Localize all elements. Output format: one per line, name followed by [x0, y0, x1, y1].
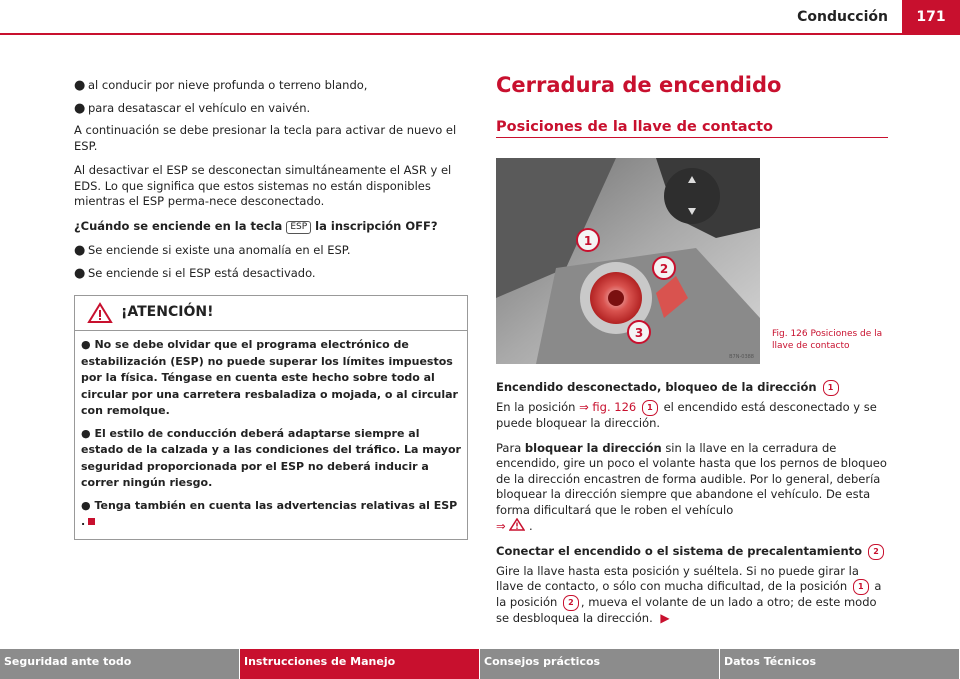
tab-seguridad[interactable]: Seguridad ante todo — [0, 649, 240, 679]
right-column — [496, 73, 888, 636]
bullet-icon: ● — [74, 78, 86, 93]
paragraph: A continuación se debe presionar la tecla para activar de nuevo el ESP. — [74, 123, 457, 153]
end-marker-icon — [88, 518, 95, 525]
list-item: ● Se enciende si existe una anomalía en el ESP. — [74, 243, 351, 258]
paragraph: En la posición ⇒ fig. 126 1 el encendido está desconectado y se puede bloquear la dirección. — [496, 400, 877, 430]
bullet-icon: ● — [74, 243, 86, 258]
paragraph: Para bloquear la dirección sin la llave en la cerradura de encendido, gire un poco el volante hasta que los pernos de bloqueo de la dirección encastren de forma audible. Por lo general, debería bloquear la dirección siempre que abandone el vehículo. De esta forma dificultará que le roben el vehículo ⇒ . — [496, 440, 887, 533]
paragraph: Al desactivar el ESP se desconectan simultáneamente el ASR y el EDS. Lo que significa que estos sistemas no están disponibles mientras el ESP perma-nece desconectado. — [74, 163, 452, 208]
warning-triangle-icon — [509, 518, 525, 531]
warning-item: ● Tenga también en cuenta las advertencias relativas al ESP . — [81, 498, 458, 528]
bullet-icon: ● — [81, 426, 95, 440]
position-marker: 2 — [868, 544, 884, 560]
position-marker: 2 — [563, 595, 579, 611]
warning-box — [74, 295, 468, 540]
figure-link[interactable]: ⇒ fig. 126 — [579, 400, 637, 414]
list-item: ● Se enciende si el ESP está desactivado. — [74, 265, 316, 281]
bullet-icon: ● — [74, 265, 86, 281]
list-item: ● para desatascar el vehículo en vaivén. — [74, 100, 311, 116]
position-marker: 1 — [823, 380, 839, 396]
warning-header — [75, 296, 467, 331]
section-title: Cerradura de encendido — [496, 73, 782, 97]
warning-item: ● No se debe olvidar que el programa electrónico de estabilización (ESP) no puede superar los límites impuestos por la física. Téngase en cuenta este hecho sobre todo al circular por una carretera resbaladiza o mojada, o al circular con remolque. — [81, 338, 458, 417]
warning-item: ● El estilo de conducción deberá adaptarse siempre al estado de la calzada y a las condiciones del tráfico. La mayor seguridad proporcionada por el ESP no deberá inducir a correr ningún riesgo. — [81, 426, 461, 489]
paragraph: Gire la llave hasta esta posición y suéltela. Si no puede girar la llave de contacto, o sólo con mucha dificultad, de la posición 1 a la posición 2 , mueva el volante de un lado a otro; de este modo se desbloquea la dirección. ▶ — [496, 563, 882, 625]
figure-caption: Fig. 126 Posiciones de la llave de contacto — [772, 329, 883, 351]
bullet-icon: ● — [81, 338, 95, 351]
warning-body — [75, 331, 467, 539]
tab-datos[interactable]: Datos Técnicos — [720, 649, 960, 679]
question-heading: ¿Cuándo se enciende en la tecla ESP la inscripción OFF? — [74, 218, 438, 233]
step-heading: Conectar el encendido o el sistema de precalentamiento 2 — [496, 544, 888, 560]
position-marker: 1 — [642, 400, 658, 416]
ignition-lock-photo — [496, 158, 760, 364]
esp-key-icon: ESP — [286, 221, 311, 234]
subsection-title: Posiciones de la llave de contacto — [496, 120, 888, 139]
page-number: 171 — [902, 0, 960, 34]
warning-title: ¡ATENCIÓN! — [121, 304, 214, 321]
bullet-icon: ● — [74, 100, 86, 116]
warning-triangle-icon — [87, 302, 113, 324]
footer-nav — [0, 649, 960, 679]
warning-link[interactable]: ⇒ — [496, 519, 506, 533]
running-header-title: Conducción — [797, 9, 888, 25]
tab-instrucciones[interactable]: Instrucciones de Manejo — [240, 649, 480, 679]
continue-arrow-icon: ▶ — [660, 611, 670, 625]
figure-code: B7N-0388 — [729, 354, 754, 360]
list-item: ● al conducir por nieve profunda o terreno blando, — [74, 78, 368, 93]
figure-marker: 2 — [659, 262, 669, 276]
figure-marker: 1 — [583, 234, 593, 248]
figure — [496, 158, 888, 364]
figure-marker: 3 — [634, 326, 644, 340]
left-column — [74, 78, 466, 540]
position-marker: 1 — [853, 579, 869, 595]
bullet-icon: ● — [81, 498, 95, 512]
step-heading: Encendido desconectado, bloqueo de la dirección 1 — [496, 380, 888, 396]
header-rule — [0, 33, 960, 35]
tab-consejos[interactable]: Consejos prácticos — [480, 649, 720, 679]
